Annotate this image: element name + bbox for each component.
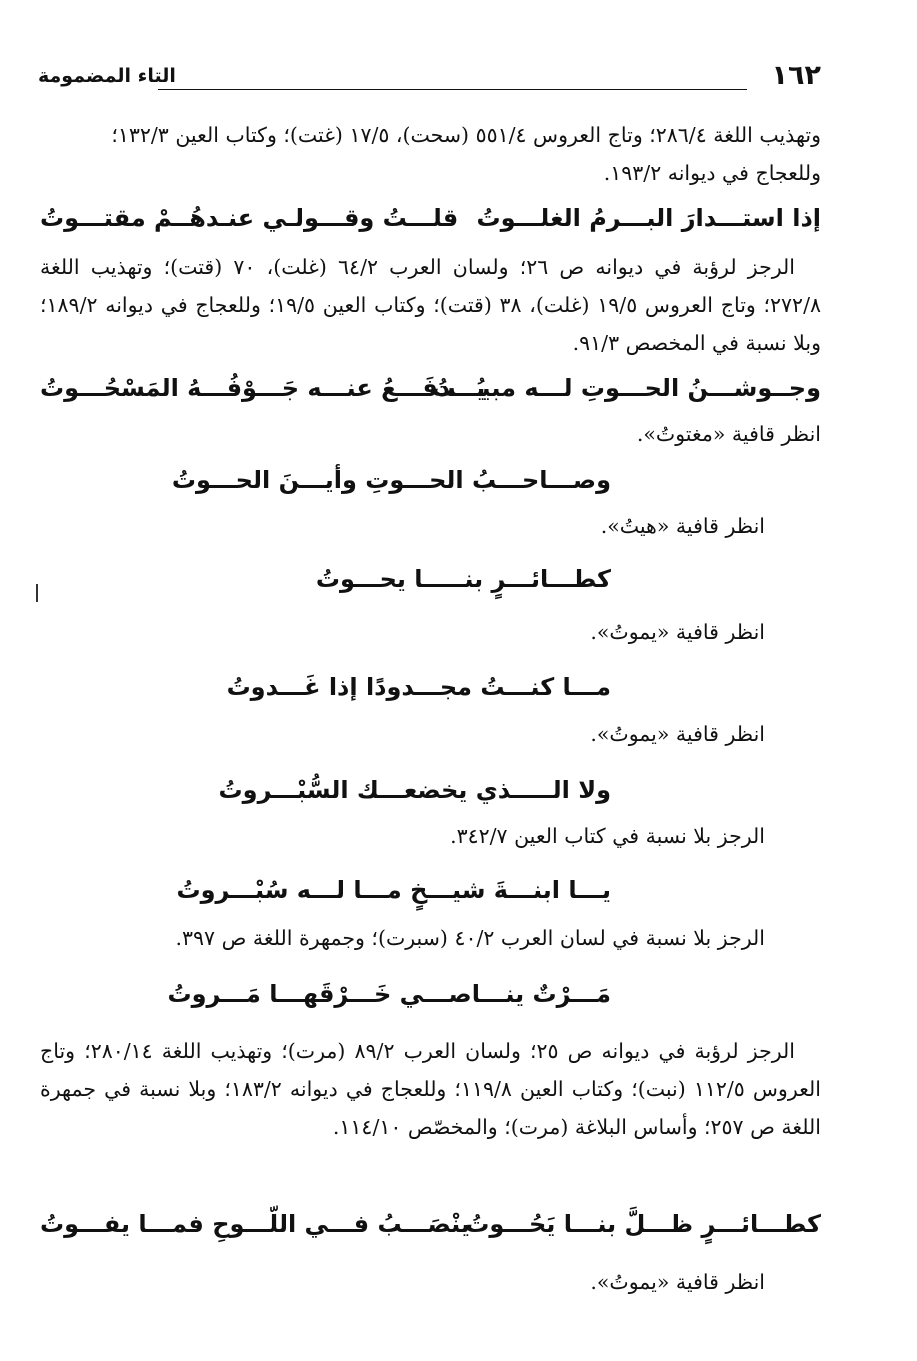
reference-4: انظر قافية «يموتُ». xyxy=(590,620,765,644)
reference-9: انظر قافية «يموتُ». xyxy=(590,1270,765,1294)
paragraph-1: وتهذيب اللغة ٢٨٦/٤؛ وتاج العروس ٥٥١/٤ (سحت)، ١٧/٥ (غتت)؛ وكتاب العين ١٣٢/٣؛ وللعجاج في ديوانه ١٩٣/٢. xyxy=(111,123,821,185)
paragraph-2-block xyxy=(40,248,821,362)
verse-2-first-hemistich: وجــوشـــنُ الحـــوتِ لـــه مبيـــتُ xyxy=(431,374,821,402)
verse-1-first-hemistich: إذا استـــدارَ البـــرمُ الغلـــوتُ xyxy=(476,204,821,232)
verse-9-first-hemistich: كطـــائـــرٍ ظـــلَّ بنـــا يَحُـــوتُ xyxy=(465,1210,821,1238)
reference-2: انظر قافية «مغتوتُ». xyxy=(636,422,821,446)
paragraph-1-block xyxy=(40,116,821,192)
verse-8: مَـــرْتٌ ينـــاصـــي خَـــرْقَهـــا مَـــروتُ xyxy=(167,980,611,1008)
page-header xyxy=(38,56,821,96)
reference-7: الرجز بلا نسبة في لسان العرب ٤٠/٢ (سبرت)؛ وجمهرة اللغة ص ٣٩٧. xyxy=(175,926,765,950)
verse-3: وصـــاحـــبُ الحـــوتِ وأيـــنَ الحـــوتُ xyxy=(171,466,611,494)
running-title: التاء المضمومة xyxy=(38,65,176,87)
verse-2 xyxy=(40,374,821,418)
verse-1 xyxy=(40,204,821,248)
verse-9 xyxy=(40,1210,821,1254)
header-rule xyxy=(158,89,747,90)
verse-2-second-hemistich: يُـــدفَـــعُ عنـــه جَـــوْفُـــهُ المَسْحُـــوتُ xyxy=(40,374,486,402)
verse-6: ولا الـــــذي يخضعـــك السُّبْـــروتُ xyxy=(218,776,611,804)
verse-5: مـــا كنـــتُ مجـــدودًا إذا غَـــدوتُ xyxy=(226,673,611,701)
verse-1-second-hemistich: قلـــتُ وقـــولـي عنـدهُــمْ مقتـــوتُ xyxy=(40,204,459,232)
page-number: ١٦٢ xyxy=(771,60,821,91)
margin-mark xyxy=(36,584,38,602)
verse-7: يـــا ابنـــةَ شيـــخٍ مـــا لـــه سُبْـــروتُ xyxy=(176,876,611,904)
verse-9-second-hemistich: ينْصَـــبُ فـــي اللّـــوحِ فمـــا يفـــوتُ xyxy=(40,1210,470,1238)
reference-6: الرجز بلا نسبة في كتاب العين ٣٤٢/٧. xyxy=(450,824,765,848)
paragraph-2: الرجز لرؤبة في ديوانه ص ٢٦؛ ولسان العرب ٦٤/٢ (غلت)، ٧٠ (قتت)؛ وتهذيب اللغة ٢٧٢/٨؛ وتاج العروس ١٩/٥ (غلت)، ٣٨ (قتت)؛ وكتاب العين ١٩/٥؛ وللعجاج في ديوانه ١٨٩/٢؛ وبلا نسبة في المخصص ٩١/٣. xyxy=(40,255,821,355)
reference-3: انظر قافية «هيتُ». xyxy=(600,514,765,538)
verse-4: كطـــائـــرٍ بنـــــا يحـــوتُ xyxy=(315,565,611,593)
paragraph-8: الرجز لرؤبة في ديوانه ص ٢٥؛ ولسان العرب ٨٩/٢ (مرت)؛ وتهذيب اللغة ٢٨٠/١٤؛ وتاج العروس ١١٢/٥ (نبت)؛ وكتاب العين ١١٩/٨؛ وللعجاج في ديوانه ١٨٣/٢؛ وبلا نسبة في جمهرة اللغة ص ٢٥٧؛ وأساس البلاغة (مرت)؛ والمخصّص ١١٤/١٠. xyxy=(40,1039,821,1139)
reference-5: انظر قافية «يموتُ». xyxy=(590,722,765,746)
paragraph-8-block xyxy=(40,1032,821,1146)
